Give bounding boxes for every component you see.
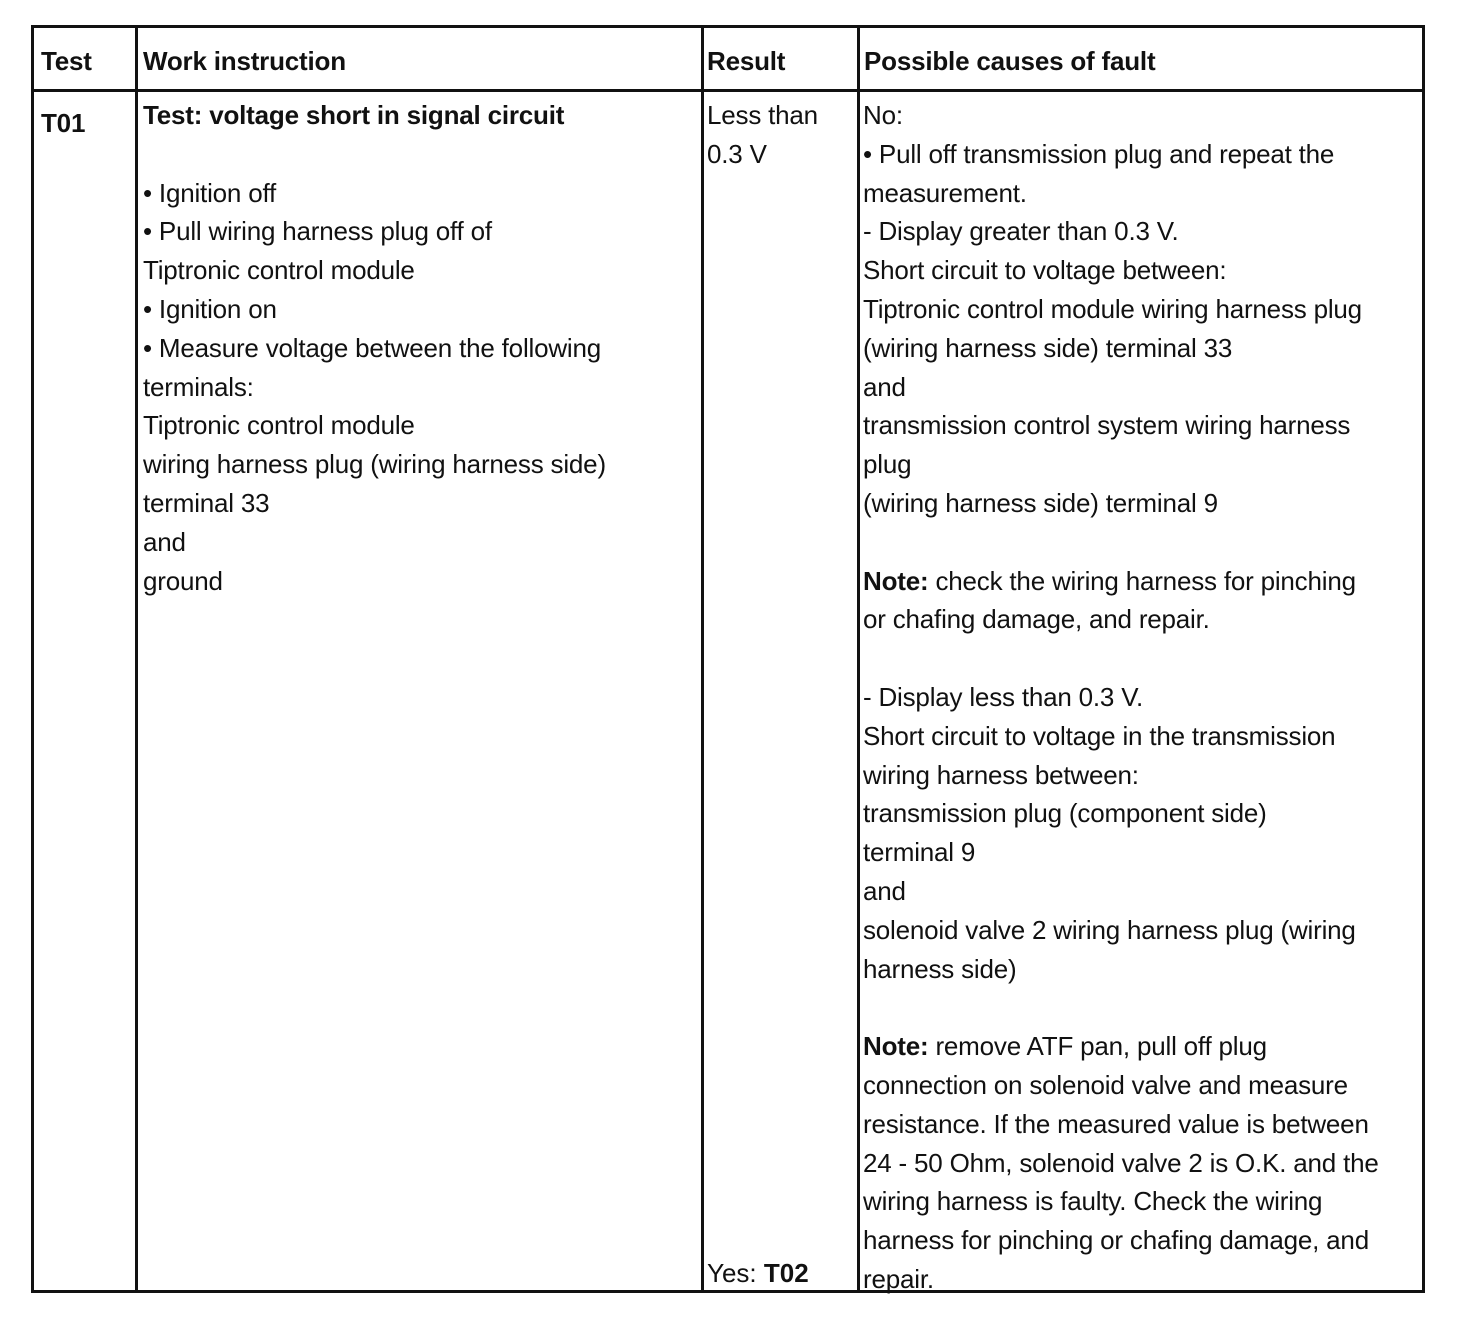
fault-table [31, 25, 1425, 1293]
note-2 [863, 1027, 1379, 1066]
header-result: Result [707, 46, 786, 76]
work-line: • Pull wiring harness plug off of [143, 216, 492, 247]
work-line: terminal 33 [143, 487, 270, 518]
result-line: 0.3 V [707, 138, 767, 169]
header-test: Test [41, 46, 92, 76]
cause-line: repair. [863, 1263, 934, 1294]
cause-line: Short circuit to voltage between: [863, 255, 1227, 286]
causes-cell [863, 96, 1379, 1299]
result-yes [707, 1254, 809, 1293]
work-line: ground [143, 565, 223, 596]
cause-line: Tiptronic control module wiring harness plug [863, 293, 1362, 324]
note-2-text: remove ATF pan, pull off plug [928, 1031, 1267, 1062]
cause-line: terminal 9 [863, 837, 976, 868]
note-1 [863, 562, 1379, 601]
cause-line: - Display less than 0.3 V. [863, 681, 1143, 712]
cause-line: or chafing damage, and repair. [863, 604, 1210, 635]
cause-line: and [863, 875, 906, 906]
header-possible-causes: Possible causes of fault [864, 46, 1156, 76]
work-line: and [143, 526, 186, 557]
cause-line: harness side) [863, 953, 1017, 984]
cause-line: harness for pinching or chafing damage, and [863, 1225, 1369, 1256]
column-divider-2 [701, 28, 704, 1290]
result-yes-target: T02 [763, 1258, 809, 1288]
note-2-label: Note: [863, 1031, 929, 1062]
result-yes-label: Yes: [707, 1258, 764, 1288]
column-divider-3 [857, 28, 860, 1290]
test-id: T01 [41, 108, 86, 138]
header-work-instruction: Work instruction [143, 46, 346, 76]
result-line: Less than [707, 100, 818, 130]
work-line: terminals: [143, 371, 254, 402]
work-instruction-cell [143, 96, 606, 600]
cause-line: wiring harness is faulty. Check the wiring [863, 1186, 1323, 1217]
cause-line: measurement. [863, 177, 1027, 208]
cause-line: and [863, 371, 906, 402]
note-1-label: Note: [863, 565, 929, 596]
cause-line: transmission control system wiring harness [863, 410, 1351, 441]
work-line: • Ignition off [143, 177, 277, 208]
cause-line: plug [863, 449, 912, 480]
work-line: Tiptronic control module [143, 255, 415, 286]
cause-line: transmission plug (component side) [863, 798, 1267, 829]
column-divider-1 [135, 28, 138, 1290]
cause-line: (wiring harness side) terminal 33 [863, 332, 1233, 363]
work-title: Test: voltage short in signal circuit [143, 100, 565, 130]
work-line: • Measure voltage between the following [143, 332, 602, 363]
cause-line: 24 - 50 Ohm, solenoid valve 2 is O.K. and the [863, 1147, 1379, 1178]
cause-line: • Pull off transmission plug and repeat the [863, 138, 1335, 169]
result-cell [707, 96, 818, 174]
cause-line: resistance. If the measured value is between [863, 1108, 1369, 1139]
cause-line: solenoid valve 2 wiring harness plug (wiring [863, 914, 1356, 945]
header-divider [34, 89, 1422, 92]
work-line: wiring harness plug (wiring harness side) [143, 449, 606, 480]
cause-line: No: [863, 100, 903, 130]
cause-line: Short circuit to voltage in the transmission [863, 720, 1336, 751]
cause-line: (wiring harness side) terminal 9 [863, 487, 1218, 518]
work-line: Tiptronic control module [143, 410, 415, 441]
work-line: • Ignition on [143, 293, 277, 324]
cause-line: - Display greater than 0.3 V. [863, 216, 1179, 247]
cause-line: connection on solenoid valve and measure [863, 1069, 1348, 1100]
cause-line: wiring harness between: [863, 759, 1139, 790]
note-1-text: check the wiring harness for pinching [928, 565, 1356, 596]
